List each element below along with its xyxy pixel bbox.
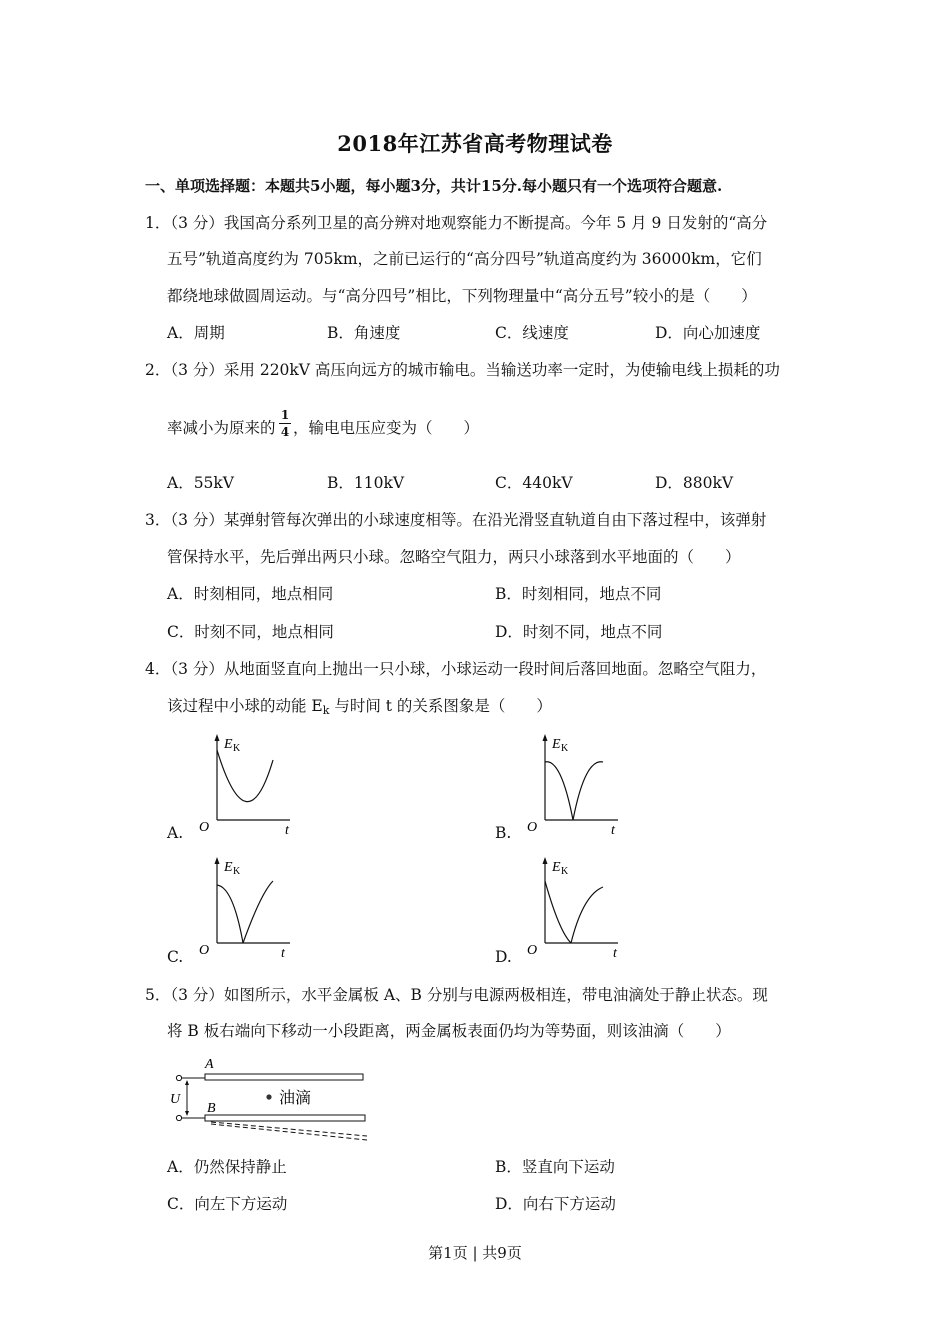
q4-option-a-label: A. <box>167 824 184 842</box>
q3-option-b: B．时刻相同，地点不同 <box>495 585 662 603</box>
fraction-numerator: 1 <box>280 408 290 422</box>
graph-d-origin: O <box>527 943 538 958</box>
page-footer: 第1页 | 共9页 <box>428 1244 522 1262</box>
q4-line2 <box>167 696 552 721</box>
q3-option-a: A．时刻相同，地点相同 <box>167 585 334 603</box>
graph-b-origin: O <box>527 820 538 835</box>
q1-option-b: B．角速度 <box>327 324 401 342</box>
graph-c-origin: O <box>199 943 210 958</box>
q2-line2-pre: 率减小为原来的 <box>167 419 276 437</box>
q1-option-c: C．线速度 <box>495 324 569 342</box>
q1-line3: 都绕地球做圆周运动。与“高分四号”相比，下列物理量中“高分五号”较小的是（ ） <box>167 287 757 305</box>
q4-graph-a <box>195 730 305 844</box>
graph-c-y-sub: K <box>233 866 241 877</box>
q4-option-d-label: D. <box>495 948 512 966</box>
q4-line1: 4．（3 分）从地面竖直向上抛出一只小球，小球运动一段时间后落回地面。忽略空气阻力， <box>145 660 767 678</box>
q4-line2-post: 与时间 t 的关系图象是（ ） <box>329 697 552 715</box>
q1-line2: 五号”轨道高度约为 705km，之前已运行的“高分四号”轨道高度约为 36000km，它们 <box>167 250 762 268</box>
q2-option-d: D．880kV <box>655 474 734 492</box>
q1-option-d: D．向心加速度 <box>655 324 761 342</box>
q4-option-c-label: C. <box>167 948 184 966</box>
q4-line2-sub: k <box>322 704 330 717</box>
graph-b-x-label: t <box>611 823 615 838</box>
graph-a-x-label: t <box>285 823 289 838</box>
graph-d-y-label: E <box>552 860 561 875</box>
q1-line1: 1．（3 分）我国高分系列卫星的高分辨对地观察能力不断提高。今年 5 月 9 日发射的“高分 <box>145 214 768 232</box>
q2-option-c: C．440kV <box>495 474 573 492</box>
graph-a-y-sub: K <box>233 743 241 754</box>
voltage-label: U <box>170 1092 181 1107</box>
q5-option-a: A．仍然保持静止 <box>167 1158 287 1176</box>
q5-line2: 将 B 板右端向下移动一小段距离，两金属板表面仍均为等势面，则该油滴（ ） <box>167 1022 731 1040</box>
q4-line2-pre: 该过程中小球的动能 E <box>167 697 323 715</box>
page-title: 2018年江苏省高考物理试卷 <box>337 131 613 156</box>
q5-line1: 5．（3 分）如图所示，水平金属板 A、B 分别与电源两极相连，带电油滴处于静止状态。现 <box>145 986 768 1004</box>
q3-line2: 管保持水平，先后弹出两只小球。忽略空气阻力，两只小球落到水平地面的（ ） <box>167 548 741 566</box>
graph-d-x-label: t <box>613 946 617 961</box>
q2-line1: 2．（3 分）采用 220kV 高压向远方的城市输电。当输送功率一定时，为使输电线上损耗的功 <box>145 361 780 379</box>
q1-option-a: A．周期 <box>167 324 225 342</box>
plate-a-label: A <box>205 1057 214 1072</box>
q5-option-d: D．向右下方运动 <box>495 1195 616 1213</box>
q2-option-b: B．110kV <box>327 474 405 492</box>
graph-a-origin: O <box>199 820 210 835</box>
q3-line1: 3．（3 分）某弹射管每次弹出的小球速度相等。在沿光滑竖直轨道自由下落过程中，该弹射 <box>145 511 767 529</box>
q3-option-d: D．时刻不同，地点不同 <box>495 623 663 641</box>
q2-option-a: A．55kV <box>167 474 235 492</box>
graph-b-y-sub: K <box>561 743 569 754</box>
graph-d-y-sub: K <box>561 866 569 877</box>
q5-option-b: B．竖直向下运动 <box>495 1158 615 1176</box>
graph-a-y-label: E <box>224 737 233 752</box>
q5-option-c: C．向左下方运动 <box>167 1195 288 1213</box>
plate-b-label: B <box>207 1101 216 1116</box>
q4-option-b-label: B. <box>495 824 512 842</box>
graph-c-y-label: E <box>224 860 233 875</box>
q3-option-c: C．时刻不同，地点相同 <box>167 623 334 641</box>
fraction-denominator: 4 <box>280 425 290 439</box>
q2-line2-post: ，输电电压应变为（ ） <box>293 419 480 437</box>
graph-c-x-label: t <box>281 946 285 961</box>
q4-graph-c <box>195 853 305 967</box>
q4-graph-b <box>523 730 633 844</box>
graph-b-y-label: E <box>552 737 561 752</box>
section-heading: 一、单项选择题：本题共5小题，每小题3分，共计15分.每小题只有一个选项符合题意. <box>145 177 723 195</box>
oil-drop-label: 油滴 <box>279 1088 312 1107</box>
q4-graph-d <box>523 853 633 967</box>
q5-capacitor-figure <box>165 1052 375 1151</box>
q2-fraction <box>279 408 291 439</box>
